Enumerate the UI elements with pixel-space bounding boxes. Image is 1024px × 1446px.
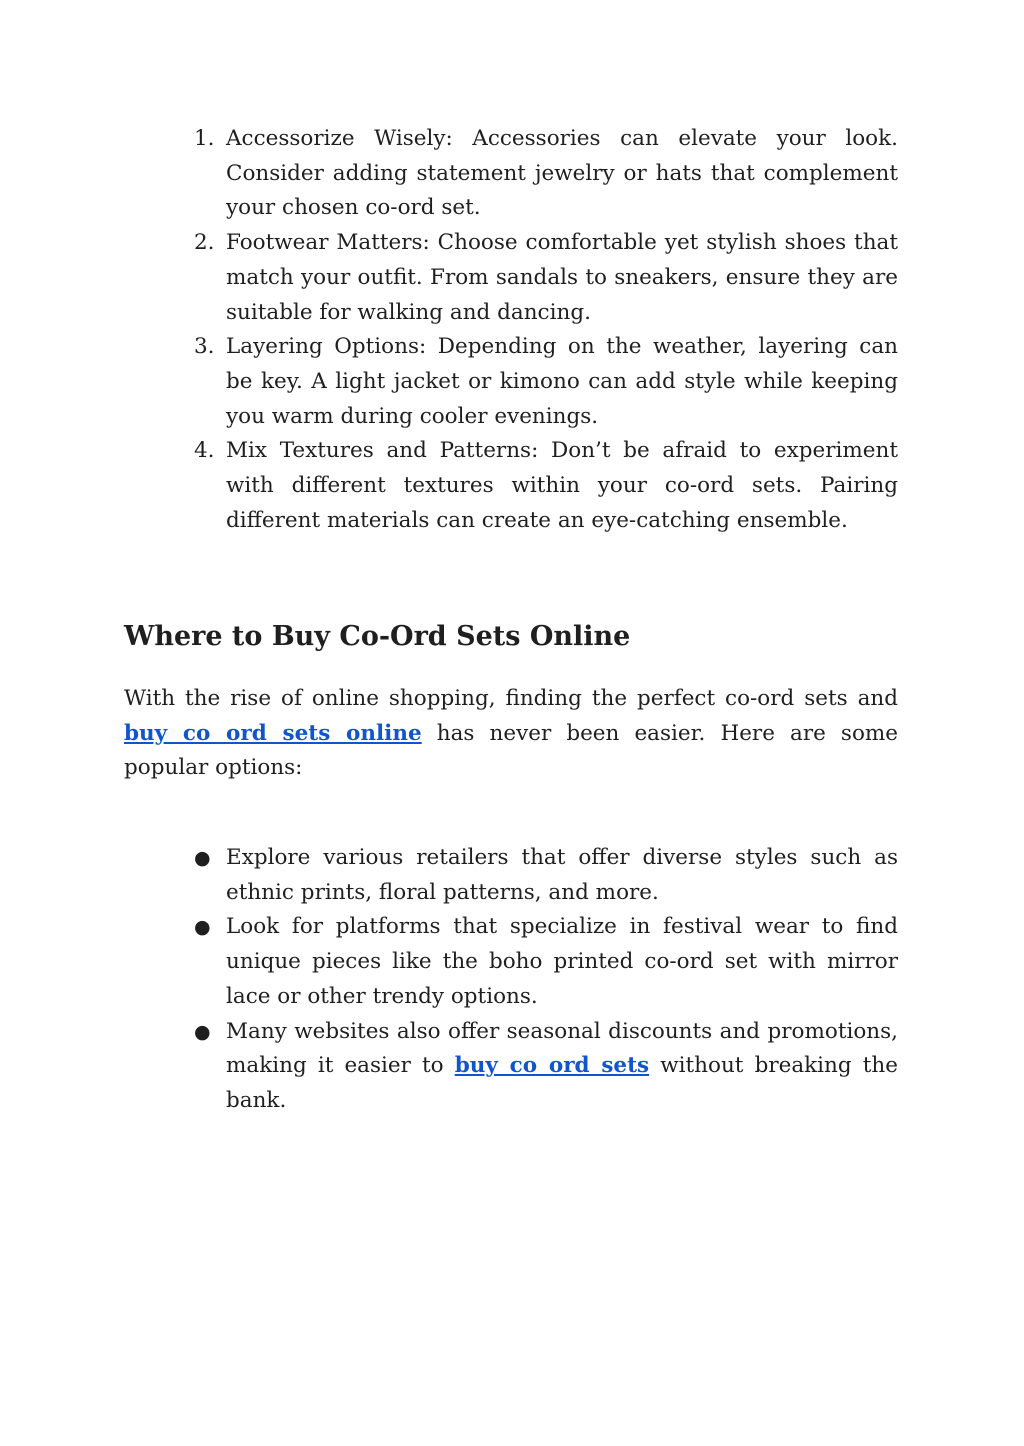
document-page bbox=[124, 122, 898, 1113]
list-item bbox=[124, 910, 898, 1014]
bullet-icon: ● bbox=[194, 847, 211, 869]
list-item-text: Mix Textures and Patterns: Don’t be afraid to experiment with different textures within your co-ord sets. Pairing different materials can create an eye-catching ensemble. bbox=[226, 438, 898, 533]
where-to-buy-section bbox=[124, 841, 898, 1119]
list-item bbox=[124, 330, 898, 434]
list-item bbox=[124, 841, 898, 910]
list-item-text-after: without breaking the bank. bbox=[226, 1053, 898, 1113]
list-item bbox=[124, 226, 898, 330]
list-item-text: Layering Options: Depending on the weather, layering can be key. A light jacket or kimono can add style while keeping you warm during cooler evenings. bbox=[226, 334, 898, 429]
list-item bbox=[124, 122, 898, 226]
intro-paragraph bbox=[124, 682, 898, 786]
list-number: 4. bbox=[194, 438, 215, 464]
list-number: 2. bbox=[194, 230, 215, 256]
list-item bbox=[124, 1015, 898, 1119]
buy-co-ord-sets-online-link[interactable]: buy co ord sets online bbox=[124, 720, 422, 746]
styling-tips-list bbox=[124, 122, 898, 538]
intro-text-after: has never been easier. Here are some popular options: bbox=[124, 720, 898, 781]
list-item-text: Explore various retailers that offer diverse styles such as ethnic prints, floral patterns, and more. bbox=[226, 845, 898, 905]
list-item-text-before: Many websites also offer seasonal discounts and promotions, making it easier to bbox=[226, 1018, 898, 1079]
list-item-text: Look for platforms that specialize in festival wear to find unique pieces like the boho printed co-ord set with mirror lace or other trendy options. bbox=[226, 914, 898, 1009]
bullet-icon: ● bbox=[194, 1020, 211, 1043]
list-number: 1. bbox=[194, 126, 215, 151]
section-heading: Where to Buy Co-Ord Sets Online bbox=[124, 621, 631, 652]
list-item-text: Footwear Matters: Choose comfortable yet stylish shoes that match your outfit. From sandals to sneakers, ensure they are suitable for walking and dancing. bbox=[226, 230, 898, 325]
buy-co-ord-sets-link[interactable]: buy co ord sets bbox=[454, 1053, 650, 1079]
list-item bbox=[124, 434, 898, 538]
list-item-text: Accessorize Wisely: Accessories can elevate your look. Consider adding statement jewelry or hats that complement your chosen co-ord set. bbox=[226, 126, 898, 221]
shopping-options-list bbox=[124, 841, 898, 1119]
intro-text-before: With the rise of online shopping, finding the perfect co-ord sets and bbox=[124, 686, 898, 711]
list-number: 3. bbox=[194, 334, 215, 360]
bullet-icon: ● bbox=[194, 916, 211, 939]
